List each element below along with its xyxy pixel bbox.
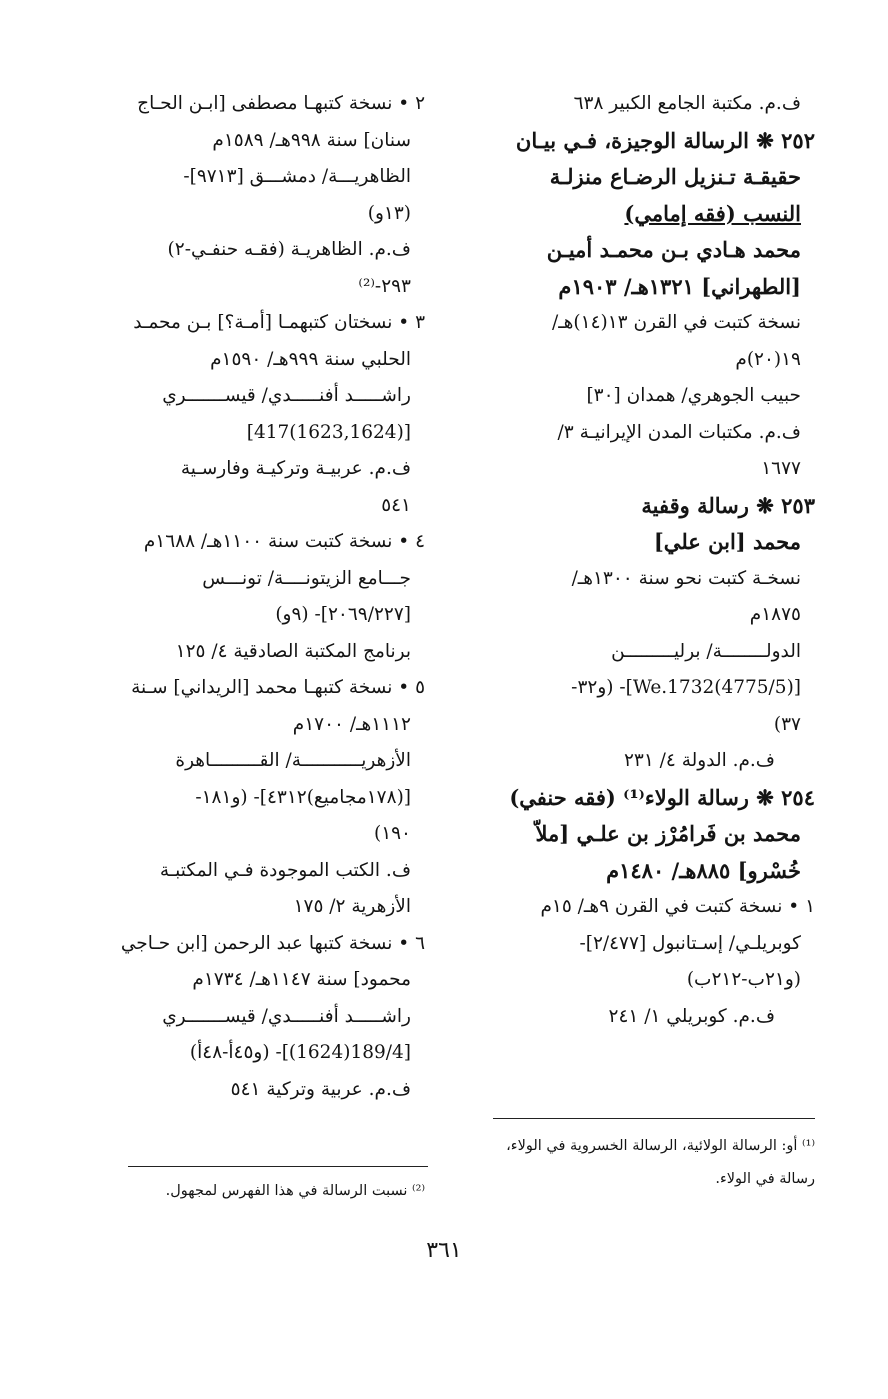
left-column-line: ٤ • نسخة كتبت سنة ١١٠٠هـ/ ١٦٨٨م: [143, 531, 425, 552]
footnote-left: [100, 1175, 425, 1208]
right-column-line: حبيب الجوهري/ همدان [٣٠]: [586, 385, 801, 406]
right-column-line: ١٩(٢٠)م: [735, 348, 801, 370]
left-column-line: ٢ • نسخة كتبهـا مصطفى [ابـن الحـاج: [137, 93, 425, 114]
left-column-line: راشـــــد أفنـــــدي/ قيســـــــري: [162, 385, 411, 406]
right-column-line: ٢٥٣ ❋ رسالة وقفية: [641, 492, 815, 518]
footnote-right-line-1: ⁽¹⁾ أو: الرسالة الولائية، الرسالة الخسروية في الولاء،: [506, 1138, 815, 1154]
left-column-line: ف.م. عربيـة وتركيـة وفارسـية: [180, 458, 411, 479]
left-column-line: محمود] سنة ١١٤٧هـ/ ١٧٣٤م: [192, 969, 411, 990]
right-column-line: ف.م. الدولة ٤/ ٢٣١: [623, 750, 775, 771]
right-column-line: ف.م. مكتبة الجامع الكبير ٦٣٨: [573, 93, 801, 114]
right-column-line: محمد [ابن علي]: [653, 529, 801, 554]
right-column-line: الدولــــــــة/ برليـــــــــن: [611, 640, 801, 662]
left-column-line: [189/4(1624)]- (و٤٥أ-٤٨أ): [189, 1042, 411, 1063]
footnote-left-line-1: ⁽²⁾ نسبت الرسالة في هذا الفهرس لمجهول.: [165, 1183, 425, 1199]
right-column-line: ف.م. مكتبات المدن الإيرانيـة ٣/: [557, 421, 801, 443]
left-column-line: الأزهرية ٢/ ١٧٥: [293, 896, 411, 917]
left-column-line: ٣ • نسختان كتبهمـا [أمـة؟] بـن محمـد: [133, 312, 425, 333]
left-column-line: ٢٩٣-⁽²⁾: [358, 275, 411, 297]
footnote-right-line-2: رسالة في الولاء.: [715, 1171, 815, 1187]
left-column-line: ٦ • نسخة كتبها عبد الرحمن [ابن حـاجي: [120, 932, 425, 954]
right-column-line: [(4775/5)We.1732]- (و٣٢-: [571, 677, 801, 698]
left-column-line: ف.م. عربية وتركية ٥٤١: [230, 1078, 411, 1100]
left-column-line: سنان] سنة ٩٩٨هـ/ ١٥٨٩م: [212, 129, 411, 151]
right-column-line: محمد بن فَرامُرْز بن علـي [ملاّ: [535, 821, 801, 846]
right-column-line: ٣٧): [773, 713, 801, 735]
page-number: ٣٦١: [426, 1238, 462, 1263]
left-column-line: ف.م. الظاهريـة (فقـه حنفـي-٢): [167, 239, 411, 260]
right-column-line: [الطهراني] ١٣٢١هـ/ ١٩٠٣م: [558, 273, 801, 299]
left-column-line: [(١٧٨مجاميع)٤٣١٢]- (و١٨١-: [195, 786, 411, 808]
left-column-line: (١٣و): [367, 202, 411, 224]
left-column-line: ١١١٢هـ/ ١٧٠٠م: [292, 713, 411, 735]
right-column-line: النسب (فقه إمامي): [624, 200, 801, 226]
left-column-line: [(1623,1624)417]: [246, 421, 411, 443]
left-column-line: ٥ • نسخة كتبهـا محمد [الريداني] سـنة: [131, 677, 425, 698]
right-column-line: ف.م. كوبريلي ١/ ٢٤١: [608, 1005, 775, 1027]
left-column-line: [٢٠٦٩/٢٢٧]- (٩و): [275, 604, 411, 625]
left-column-line: ١٩٠): [373, 823, 411, 844]
right-column-line: نسخـة كتبت نحو سنة ١٣٠٠هـ/: [571, 567, 801, 589]
left-column-line: الأزهريـــــــــــة/ القـــــــــاهرة: [175, 750, 411, 771]
right-column-line: نسخة كتبت في القرن ١٣(١٤)هـ/: [552, 312, 801, 333]
right-column-line: ٢٥٢ ❋ الرسالة الوجيزة، فـي بيـان: [515, 127, 815, 153]
left-column-line: جـــامع الزيتونــــة/ تونـــس: [202, 567, 411, 589]
footnote-divider-right: [493, 1118, 815, 1119]
right-column-line: ١ • نسخة كتبت في القرن ٩هـ/ ١٥م: [540, 896, 815, 917]
right-column-line: ١٨٧٥م: [749, 604, 801, 625]
right-column-line: حقيقـة تـنزيل الرضـاع منزلـة: [549, 164, 801, 189]
right-column-line: كوبريلـي/ إسـتانبول [٢/٤٧٧]-: [579, 932, 801, 954]
left-column-line: برنامج المكتبة الصادقية ٤/ ١٢٥: [175, 640, 411, 662]
footnote-divider-left: [128, 1166, 428, 1167]
left-column: [70, 86, 425, 1108]
left-column-line: الحلبي سنة ٩٩٩هـ/ ١٥٩٠م: [210, 348, 411, 370]
left-column-line: ف. الكتب الموجودة فـي المكتبـة: [159, 859, 411, 881]
right-column: [455, 86, 815, 1035]
right-column-line: (و٢١ب-٢١٢ب): [686, 969, 801, 990]
right-column-line: خُسْرو] ٨٨٥هـ/ ١٤٨٠م: [606, 857, 801, 883]
footnote-right: [475, 1130, 815, 1196]
right-column-line: ٢٥٤ ❋ رسالة الولاء⁽¹⁾ (فقه حنفي): [509, 784, 815, 810]
right-column-line: ١٦٧٧: [761, 458, 801, 479]
right-column-line: محمد هـادي بـن محمـد أميـن: [546, 237, 801, 262]
left-column-line: الظاهريـــة/ دمشـــق [٩٧١٣]-: [183, 166, 411, 187]
left-column-line: راشـــــد أفنـــــدي/ قيســـــــري: [162, 1005, 411, 1027]
left-column-line: ٥٤١: [381, 494, 411, 516]
